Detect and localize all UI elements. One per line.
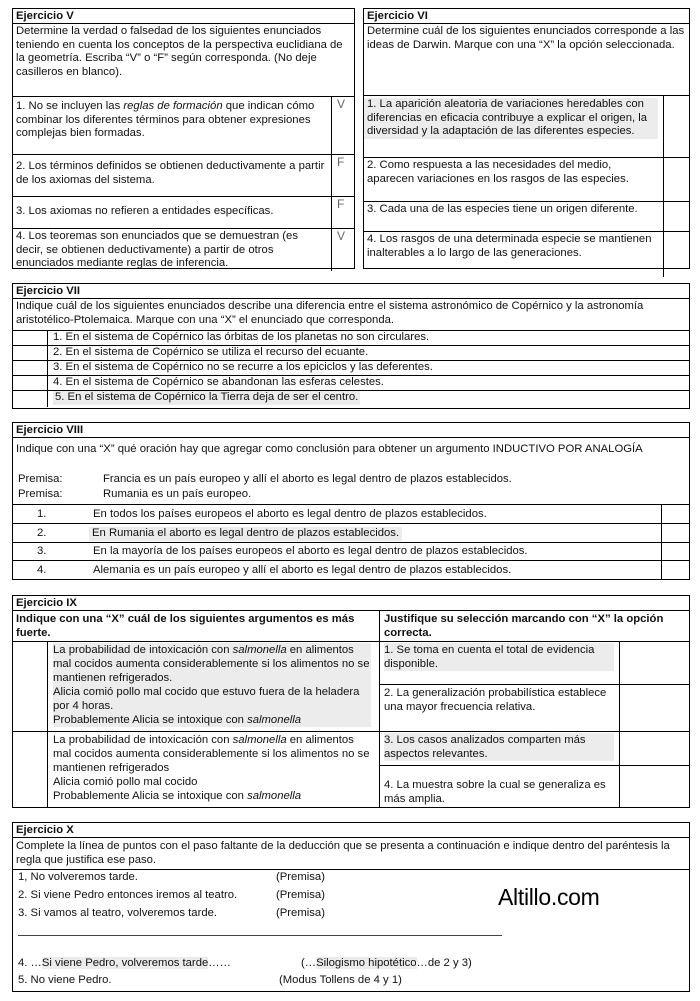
answer-mark: V — [337, 229, 346, 243]
item-text: 5. En el sistema de Copérnico la Tierra deja de ser el centro. — [55, 391, 359, 403]
item-text: En la mayoría de los países europeos el aborto es legal dentro de plazos establecidos. — [93, 545, 528, 557]
answer-cell[interactable] — [663, 202, 689, 231]
answer-cell[interactable] — [661, 505, 689, 523]
ejercicio-v-item-3 — [13, 196, 354, 228]
option-text: 3. Los casos analizados comparten más aspectos relevantes. — [384, 733, 614, 761]
answer-cell[interactable] — [47, 346, 48, 360]
justification-option-1 — [379, 642, 689, 684]
ejercicio-vi-title: Ejercicio VI — [364, 9, 689, 24]
deduction-line-1 — [18, 871, 325, 885]
ejercicio-viii-item-2 — [13, 523, 689, 542]
item-number: 2. — [37, 527, 47, 539]
item-text: 2. En el sistema de Copérnico se utiliza el recurso del ecuante. — [53, 346, 369, 358]
item-text: 1. No se incluyen las reglas de formación que indican cómo combinar los diferentes términos para obtener expresiones complejas bien formadas. — [16, 100, 315, 140]
answer-cell[interactable] — [663, 96, 689, 157]
ejercicio-vi-item-3 — [364, 201, 689, 231]
answer-cell[interactable] — [47, 391, 48, 407]
item-text: 2. Como respuesta a las necesidades del medio, aparecen variaciones en los rasgos de las especies. — [367, 159, 629, 185]
ejercicio-vi-instructions: Determine cuál de los siguientes enunciados corresponde a las ideas de Darwin. Marque con una “X” la opción seleccionada. — [367, 25, 685, 51]
answer-cell[interactable] — [47, 331, 48, 345]
item-text: 1. La aparición aleatoria de variaciones heredables con diferencias en eficacia contribuye a explicar el origen, la diversidad y la adaptación de las diferentes especies. — [364, 98, 658, 139]
item-text: 3. Cada una de las especies tiene un origen diferente. — [367, 203, 638, 215]
ejercicio-x — [12, 822, 690, 992]
answer-cell[interactable] — [661, 561, 689, 579]
ejercicio-viii-title: Ejercicio VIII — [13, 423, 689, 438]
premise-1 — [18, 473, 512, 487]
line-text: 5. No viene Pedro. — [18, 974, 112, 986]
instructions-divider — [13, 869, 689, 870]
deduction-line-3 — [18, 907, 325, 921]
deduction-line-2 — [18, 889, 325, 903]
line-dots: …… — [208, 957, 231, 969]
premise-label: Premisa: — [18, 488, 63, 500]
item-text: 3. En el sistema de Copérnico no se recurre a los epiciclos y las deferentes. — [53, 361, 433, 373]
answer-cell[interactable] — [619, 685, 689, 731]
item-text: 4. Los rasgos de una determinada especie se mantienen inalterables a lo largo de las generaciones. — [367, 233, 652, 259]
ejercicio-v-instructions: Determine la verdad o falsedad de los siguientes enunciados teniendo en cuenta los conceptos de la perspectiva euclidiana de la geometría. Escriba “V” o “F” según corresponda. (No deje casilleros en blanco). — [16, 25, 343, 78]
line-rule: (Premisa) — [276, 871, 325, 883]
item-text: 4. Los teoremas son enunciados que se demuestran (es decir, se obtienen deductivamente) a partir de otros enunciados mediante reglas de inferencia. — [16, 230, 298, 270]
deduction-line-5 — [18, 974, 402, 988]
answer-cell[interactable] — [47, 642, 48, 731]
item-text: En Rumania el aborto es legal dentro de plazos establecidos. — [89, 527, 402, 541]
answer-cell[interactable] — [619, 642, 689, 684]
ejercicio-vi — [363, 8, 690, 269]
argument-text — [53, 643, 371, 727]
answer-cell[interactable] — [331, 197, 354, 228]
option-text: 1. Se toma en cuenta el total de evidencia disponible. — [384, 643, 614, 671]
ejercicio-v-item-1 — [13, 96, 354, 154]
ejercicio-vii-instructions: Indique cuál de los siguientes enunciados describe una diferencia entre el sistema astronómico de Copérnico y la astronomía aristotélico-Ptolemaica. Marque con una “X” el enunciado que corresponda. — [16, 300, 644, 326]
item-text: 2. Los términos definidos se obtienen deductivamente a partir de los axiomas del sistema. — [16, 160, 325, 186]
ejercicio-v-item-4 — [13, 228, 354, 271]
ejercicio-ix — [12, 595, 690, 808]
ejercicio-vii-item-2 — [13, 345, 689, 360]
ejercicio-viii — [12, 422, 690, 580]
item-text: 1. En el sistema de Copérnico las órbitas de los planetas no son circulares. — [53, 331, 430, 343]
answer-mark: V — [337, 97, 346, 111]
answer-cell[interactable] — [47, 732, 48, 808]
argument-conclusion: Probablemente Alicia se intoxique con salmonella — [53, 714, 302, 726]
ejercicio-vii-item-3 — [13, 360, 689, 375]
ejercicio-vi-item-2 — [364, 157, 689, 201]
ejercicio-vii — [12, 283, 690, 409]
option-text: 2. La generalización probabilística establece una mayor frecuencia relativa. — [384, 687, 607, 713]
answer-cell[interactable] — [47, 361, 48, 375]
argument-premise-1: La probabilidad de intoxicación con salmonella en alimentos mal cocidos aumenta considerablemente si los alimentos no se mantienen refrigerados. — [53, 644, 370, 684]
argument-premise-1: La probabilidad de intoxicación con salmonella en alimentos mal cocidos aumenta considerablemente si los alimentos no se mantienen refrigerados — [53, 734, 370, 774]
premise-text: Rumania es un país europeo. — [103, 488, 252, 500]
line-rule: (Premisa) — [276, 889, 325, 901]
ejercicio-viii-item-3 — [13, 542, 689, 560]
ejercicio-vii-item-5 — [13, 390, 689, 407]
justification-option-2 — [379, 685, 689, 731]
answer-cell[interactable] — [331, 97, 354, 154]
item-number: 3. — [37, 545, 47, 557]
argument-1 — [13, 642, 379, 731]
argument-premise-2: Alicia comió pollo mal cocido que estuvo fuera de la heladera por 4 horas. — [53, 686, 360, 712]
ejercicio-vi-item-1 — [364, 95, 689, 157]
ejercicio-viii-item-4 — [13, 560, 689, 579]
answer-mark: F — [337, 155, 345, 169]
ejercicio-v — [12, 8, 355, 269]
answer-cell[interactable] — [661, 524, 689, 542]
line-rule: (…Silogismo hipotético…de 2 y 3) — [301, 957, 472, 969]
item-number: 1. — [37, 508, 47, 520]
item-text: Alemania es un país europeo y allí el aborto es legal dentro de plazos establecidos. — [93, 564, 512, 576]
line-rule: (Modus Tollens de 4 y 1) — [279, 974, 402, 986]
line-text: 2. Si viene Pedro entonces iremos al teatro. — [18, 889, 238, 901]
line-prefix: 4. … — [18, 957, 42, 969]
deduction-line-4[interactable] — [18, 957, 472, 971]
answer-cell[interactable] — [331, 155, 354, 196]
premise-label: Premisa: — [18, 473, 63, 485]
argument-premise-2: Alicia comió pollo mal cocido — [53, 776, 198, 788]
line-text: 1, No volveremos tarde. — [18, 871, 138, 883]
watermark-logo: Altillo.com — [498, 884, 600, 910]
premise-text: Francia es un país europeo y allí el aborto es legal dentro de plazos establecidos. — [103, 473, 512, 485]
argument-2 — [13, 732, 379, 808]
ejercicio-v-item-2 — [13, 154, 354, 196]
answer-cell[interactable] — [663, 158, 689, 201]
ejercicio-vi-item-4 — [364, 231, 689, 277]
answer-cell[interactable] — [663, 232, 689, 277]
ejercicio-viii-instructions: Indique con una “X” qué oración hay que agregar como conclusión para obtener un argumento INDUCTIVO POR ANALOGÍA — [16, 443, 643, 455]
answer-cell[interactable] — [619, 732, 689, 765]
ejercicio-ix-right-header: Justifique su selección marcando con “X” la opción correcta. — [384, 613, 664, 639]
answer-cell[interactable] — [619, 766, 689, 808]
item-text: En todos los países europeos el aborto es legal dentro de plazos establecidos. — [93, 508, 487, 520]
justification-option-3 — [379, 732, 689, 765]
line-text: 3. Si vamos al teatro, volveremos tarde. — [18, 907, 218, 919]
ejercicio-ix-title: Ejercicio IX — [13, 596, 689, 611]
ejercicio-vii-item-4 — [13, 375, 689, 390]
ejercicio-viii-item-1 — [13, 504, 689, 523]
ejercicio-ix-left-header: Indique con una “X” cuál de los siguientes argumentos es más fuerte. — [16, 613, 355, 639]
line-answer: Si viene Pedro, volveremos tarde — [41, 957, 209, 969]
answer-cell[interactable] — [331, 229, 354, 271]
item-text: 3. Los axiomas no refieren a entidades específicas. — [16, 205, 274, 217]
item-text: 4. En el sistema de Copérnico se abandonan las esferas celestes. — [53, 376, 384, 388]
justification-option-4 — [379, 766, 689, 808]
blank-line[interactable] — [18, 935, 502, 936]
answer-mark: F — [337, 197, 345, 211]
argument-text — [53, 733, 371, 803]
ejercicio-vii-item-1 — [13, 330, 689, 345]
ejercicio-x-instructions: Complete la línea de puntos con el paso faltante de la deducción que se presenta a continuación e indique dentro del paréntesis la regla que justifica ese paso. — [16, 840, 670, 866]
answer-cell[interactable] — [47, 376, 48, 390]
argument-conclusion: Probablemente Alicia se intoxique con salmonella — [53, 790, 302, 802]
premise-2 — [18, 488, 252, 502]
ejercicio-v-title: Ejercicio V — [13, 9, 354, 24]
option-text: 4. La muestra sobre la cual se generaliza es más amplia. — [384, 779, 606, 805]
item-number: 4. — [37, 564, 47, 576]
line-rule: (Premisa) — [276, 907, 325, 919]
ejercicio-vii-title: Ejercicio VII — [13, 284, 689, 299]
ejercicio-x-title: Ejercicio X — [13, 823, 689, 838]
answer-cell[interactable] — [661, 543, 689, 560]
